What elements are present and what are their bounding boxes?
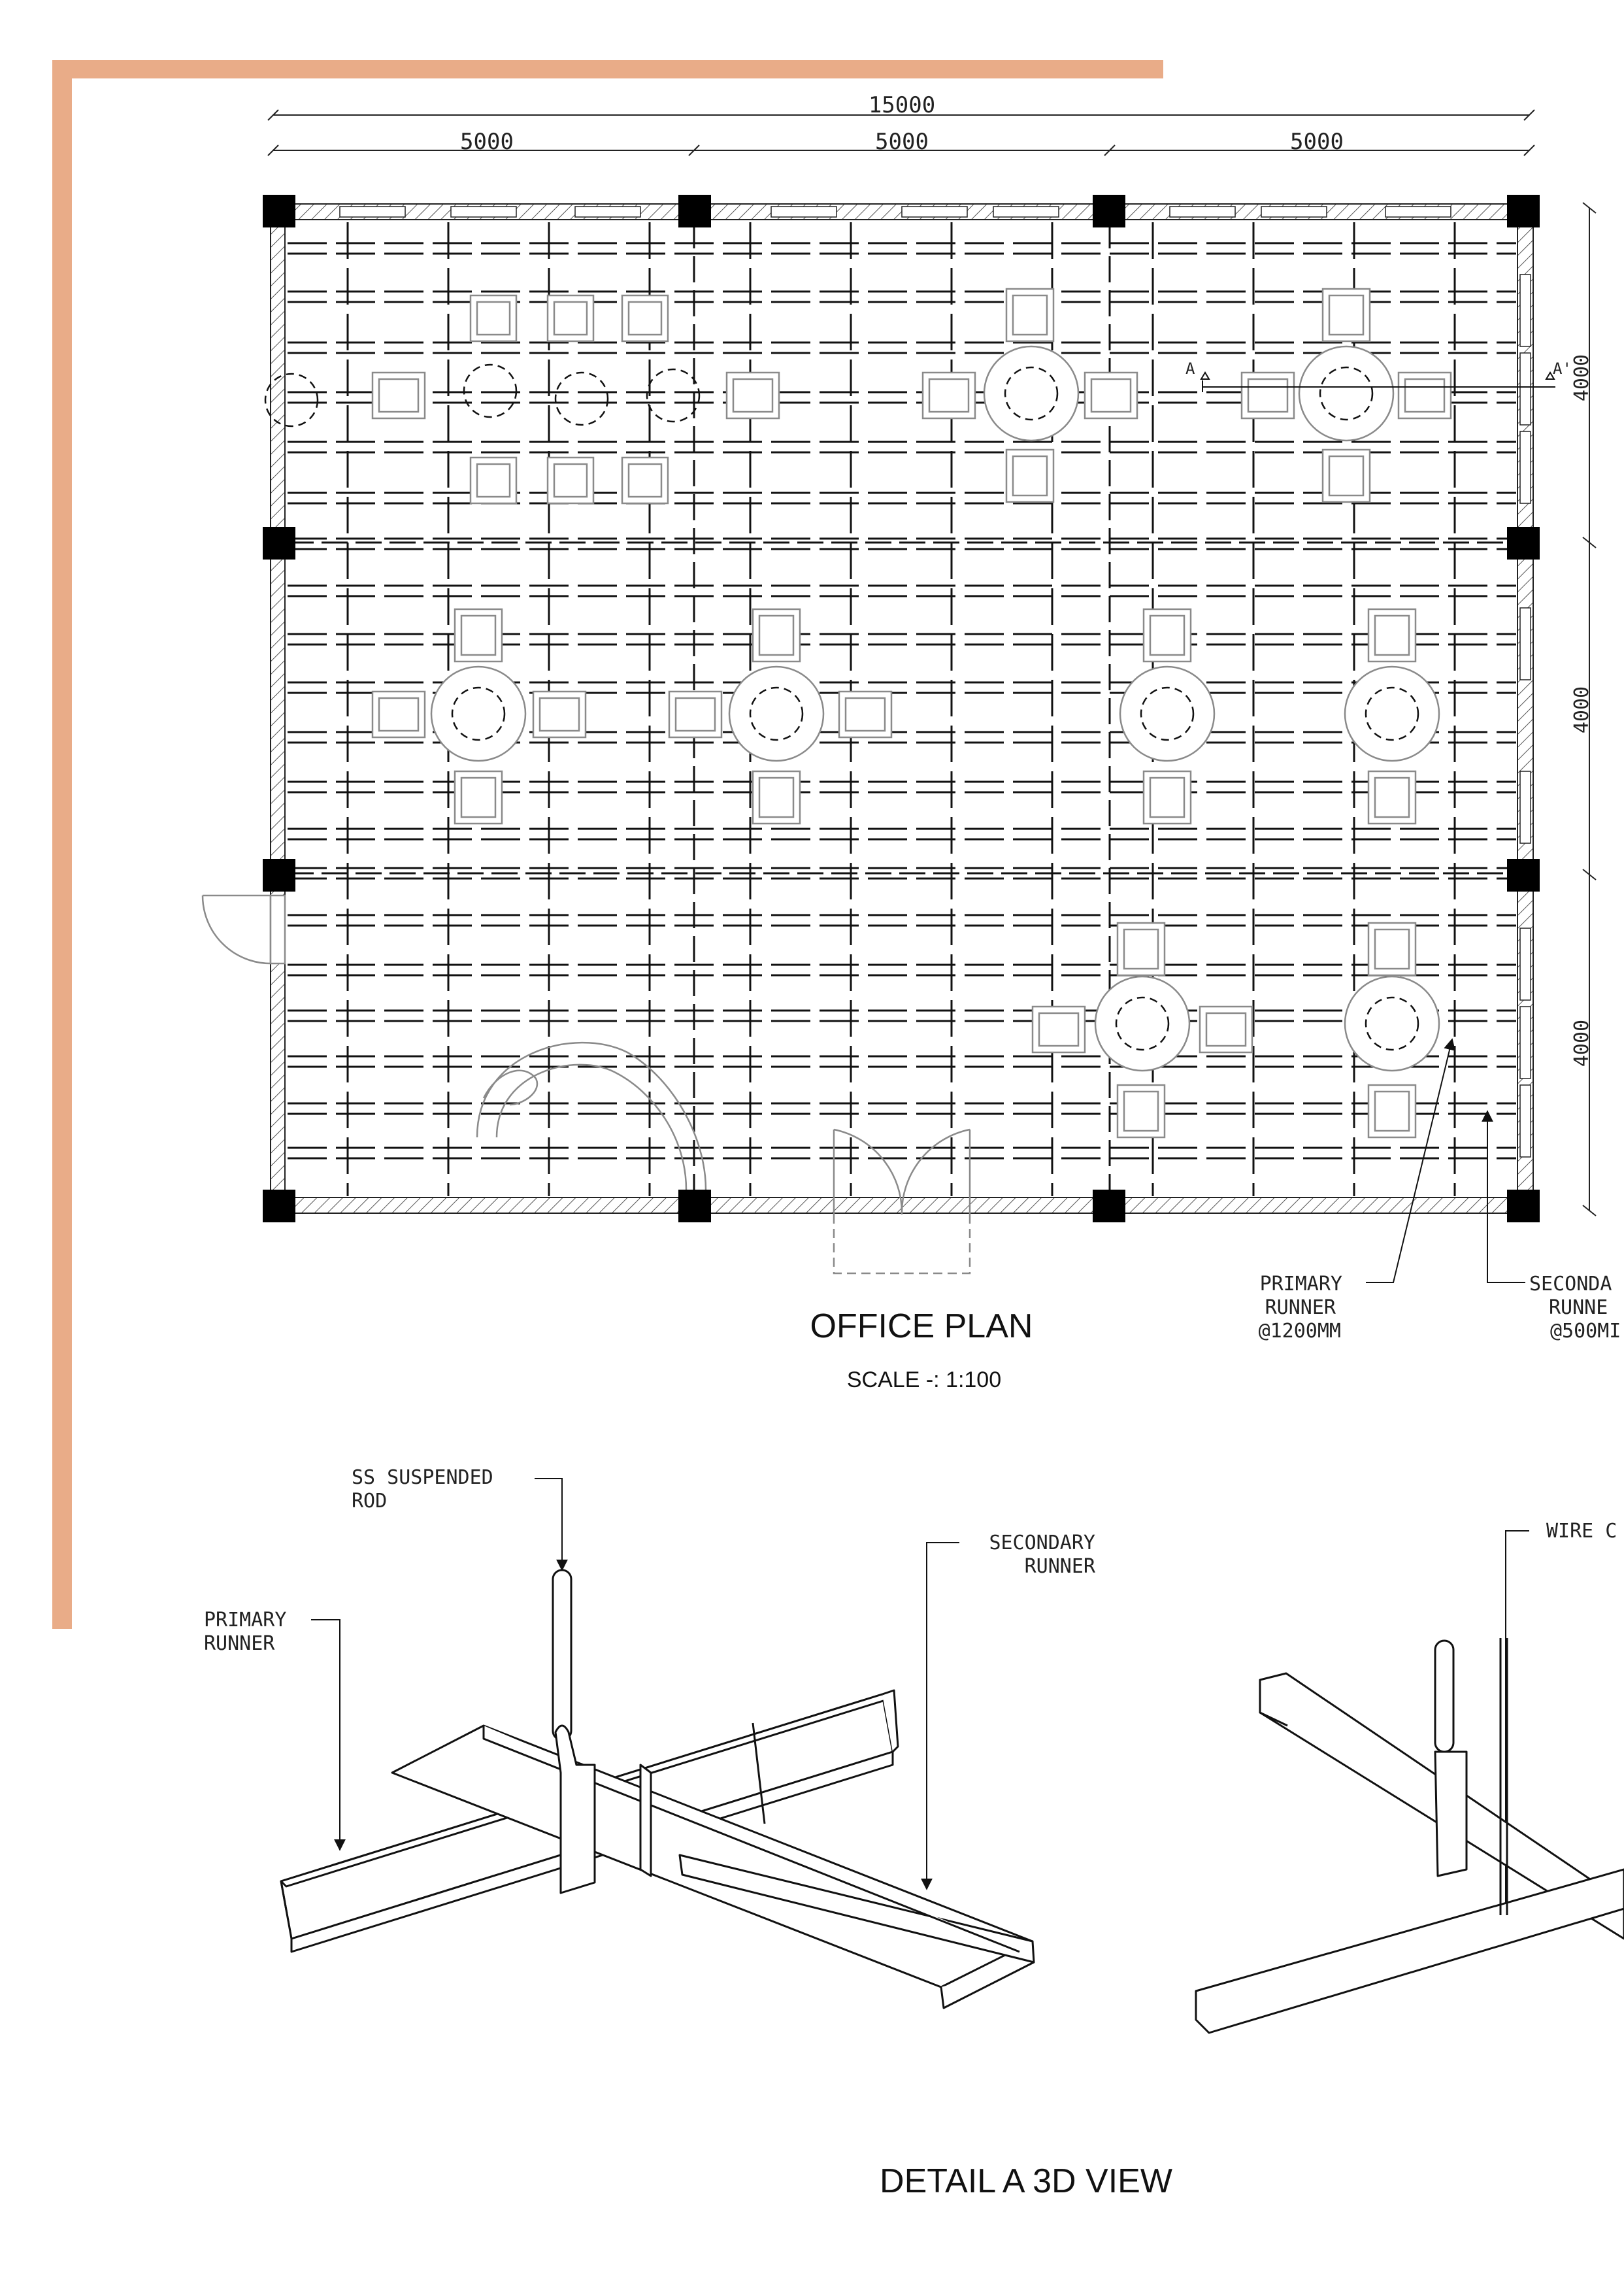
svg-text:ROD: ROD [352, 1490, 388, 1513]
detail-callout-wire: WIRE C [1546, 1520, 1617, 1543]
detail-view-right [1196, 1638, 1624, 2033]
svg-text:PRIMARY: PRIMARY [1259, 1273, 1342, 1296]
detail-callout-secondary [989, 1531, 1095, 1578]
svg-text:SS SUSPENDED: SS SUSPENDED [352, 1466, 493, 1489]
svg-text:RUNNER: RUNNER [1024, 1555, 1095, 1578]
dimension-bay-3: 5000 [1290, 129, 1344, 155]
plan-callout-primary [1259, 1273, 1342, 1343]
plan-scale: SCALE -: 1:100 [846, 1367, 1002, 1392]
dimension-overall-label: 15000 [868, 92, 936, 118]
svg-text:RUNNER: RUNNER [1265, 1296, 1336, 1319]
svg-text:RUNNER: RUNNER [204, 1632, 275, 1655]
svg-text:@500MI: @500MI [1550, 1320, 1621, 1343]
dimension-row-3: 4000 [1570, 1019, 1593, 1067]
svg-text:SECONDARY: SECONDARY [989, 1531, 1095, 1554]
dimension-bay-2: 5000 [875, 129, 929, 155]
svg-text:RUNNE: RUNNE [1549, 1296, 1608, 1319]
svg-text:@1200MM: @1200MM [1258, 1320, 1341, 1343]
plan-callout-secondary [1529, 1273, 1621, 1343]
detail-callout-rod [352, 1466, 493, 1513]
detail-3d-view [204, 1466, 1624, 2200]
dimension-row-2: 4000 [1570, 686, 1593, 734]
section-mark-a: A [1185, 360, 1195, 378]
dimension-row-1: 4000 [1570, 354, 1593, 402]
plan-title: OFFICE PLAN [810, 1307, 1033, 1345]
svg-text:PRIMARY: PRIMARY [204, 1609, 287, 1632]
detail-title: DETAIL A 3D VIEW [880, 2162, 1172, 2200]
section-mark-a-prime: A' [1553, 360, 1572, 378]
plan-callout-leaders [1366, 1039, 1525, 1282]
svg-text:SECONDA: SECONDA [1529, 1273, 1612, 1296]
detail-callout-primary [204, 1609, 286, 1655]
dimension-bay-1: 5000 [460, 129, 514, 155]
office-plan [203, 92, 1621, 1392]
